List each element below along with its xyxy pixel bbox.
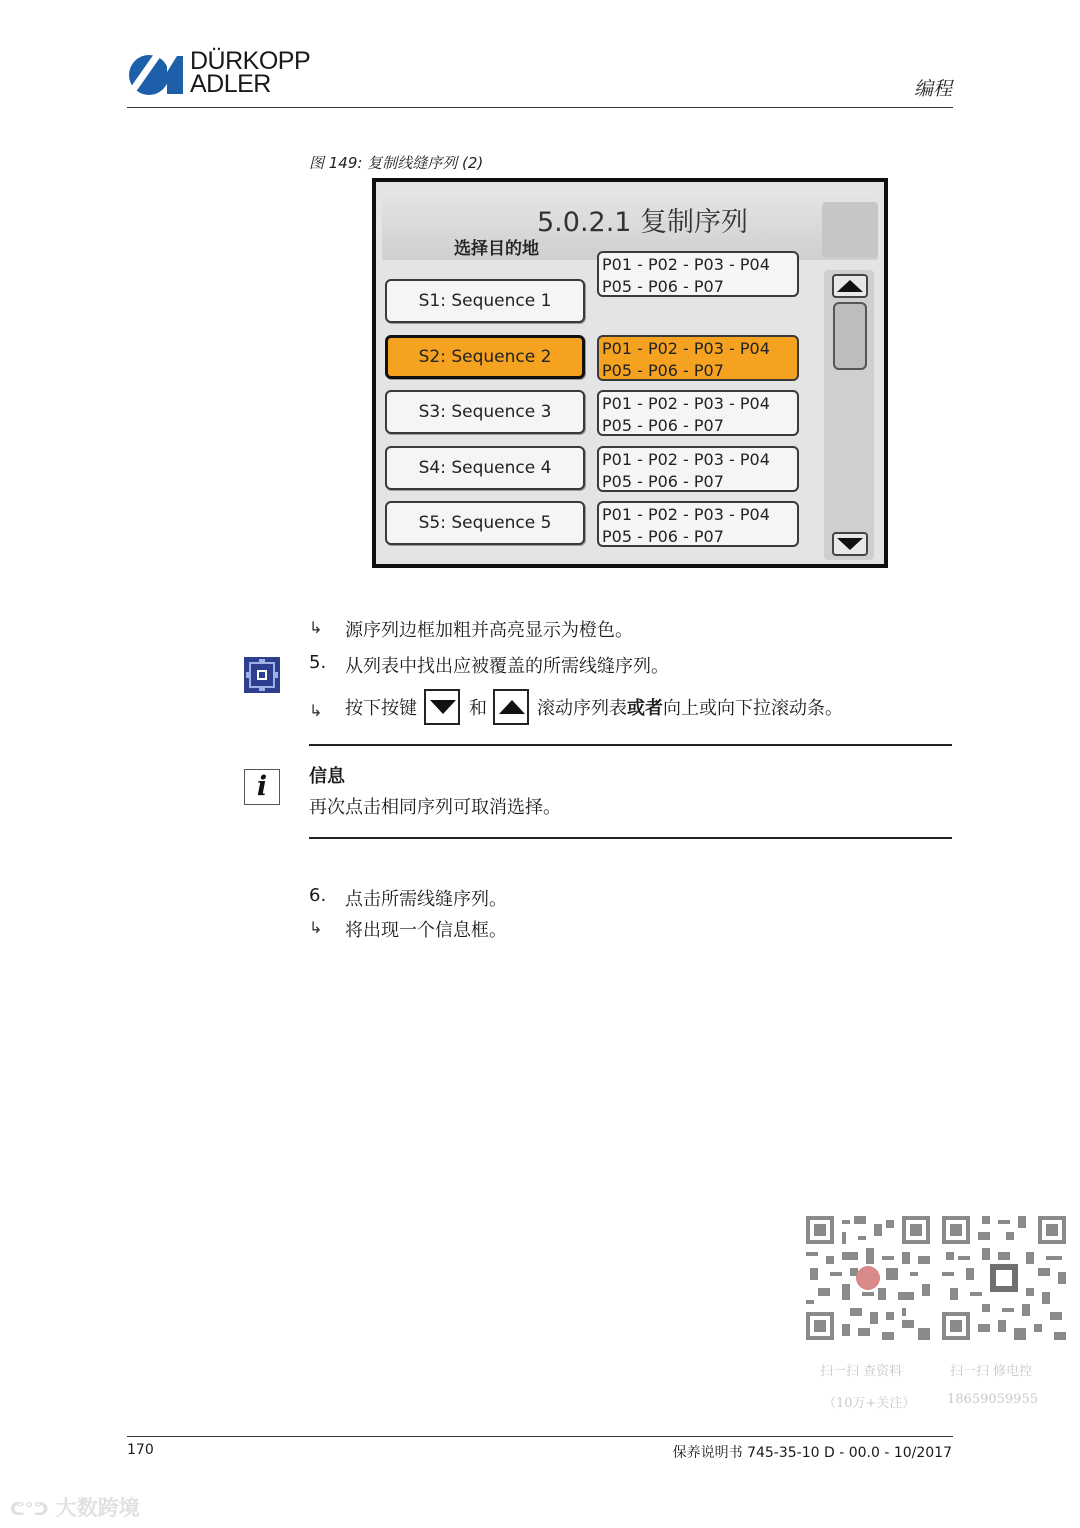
triangle-up-icon [836,279,864,293]
info-top-rule [309,744,952,746]
screen-subtitle: 选择目的地 [454,239,539,259]
pattern-line-2: P05 - P06 - P07 [602,361,724,380]
header-corner [822,202,878,258]
sequence-pattern-s3[interactable] [597,390,799,436]
result-arrow-icon: ↳ [309,918,323,937]
sequence-button-s4[interactable]: S4: Sequence 4 [385,446,585,490]
sequence-pattern-s5[interactable] [597,501,799,547]
sequence-pattern-s2[interactable] [597,335,799,381]
scrollbar-thumb[interactable] [833,302,867,370]
info-text: 再次点击相同序列可取消选择。 [309,797,561,818]
qr-code-icon [942,1216,1066,1340]
result-text-2-part2: 滚动序列表 [537,698,627,719]
figure-caption: 图 149: 复制线缝序列 (2) [309,154,484,172]
touch-screen-icon [244,657,280,693]
sequence-button-s1[interactable]: S1: Sequence 1 [385,279,585,323]
brand-line-2: ADLER [190,70,271,98]
scrollbar[interactable] [824,270,874,560]
sequence-pattern-s4[interactable] [597,446,799,492]
sequence-button-s5[interactable]: S5: Sequence 5 [385,501,585,545]
brand-line-1: DÜRKOPP [190,47,311,75]
section-title: 编程 [913,78,952,100]
key-down-icon [424,689,460,725]
pattern-line-1: P01 - P02 - P03 - P04 [602,450,770,469]
result-arrow-icon: ↳ [309,701,323,720]
qr-code-icon [806,1216,930,1340]
pattern-line-2: P05 - P06 - P07 [602,472,724,491]
screen-header [382,188,878,260]
pattern-line-2: P05 - P06 - P07 [602,527,724,546]
result-text-2-part3: 向上或向下拉滚动条。 [663,698,843,719]
document-info: 保养说明书 745-35-10 D - 00.0 - 10/2017 [672,1445,952,1461]
machine-screen [372,178,888,568]
result-text-3: 将出现一个信息框。 [345,920,507,941]
screen-title: 5.0.2.1 复制序列 [537,207,749,238]
info-icon: i [244,769,280,805]
watermark-text: 大数跨境 [55,1496,140,1520]
step-5-text: 从列表中找出应被覆盖的所需线缝序列。 [345,656,669,677]
result-text-2 [345,686,843,728]
watermark [10,1492,140,1522]
pattern-line-1: P01 - P02 - P03 - P04 [602,339,770,358]
result-text-2-part1: 按下按键 [345,698,417,719]
triangle-down-icon [836,537,864,551]
screen-body [376,182,884,564]
pattern-line-2: P05 - P06 - P07 [602,277,724,296]
pattern-line-1: P01 - P02 - P03 - P04 [602,255,770,274]
sequence-pattern-s1[interactable] [597,251,799,297]
qr-left-caption-2: （10万+关注） [823,1396,916,1411]
page-number: 170 [127,1442,154,1458]
key-up-icon [493,689,529,725]
brand-name [190,47,311,98]
info-bottom-rule [309,837,952,839]
step-6-number: 6. [309,885,327,906]
result-text-1: 源序列边框加粗并高亮显示为橙色。 [345,620,633,641]
header-rule [127,107,953,108]
result-text-2-or: 或者 [627,698,663,719]
pattern-line-2: P05 - P06 - P07 [602,416,724,435]
sequence-button-s2[interactable]: S2: Sequence 2 [385,335,585,379]
pattern-line-1: P01 - P02 - P03 - P04 [602,394,770,413]
scroll-up-button[interactable] [832,274,868,298]
step-5-number: 5. [309,652,327,673]
pattern-line-1: P01 - P02 - P03 - P04 [602,505,770,524]
result-arrow-icon: ↳ [309,618,323,637]
info-title: 信息 [309,766,345,787]
scroll-down-button[interactable] [832,532,868,556]
watermark-logo-icon: ᕦ°ᕤ [10,1499,49,1520]
sequence-button-s3[interactable]: S3: Sequence 3 [385,390,585,434]
result-text-2-and: 和 [469,698,487,719]
qr-right-caption-2: 18659059955 [947,1392,1038,1407]
step-6-text: 点击所需线缝序列。 [345,889,507,910]
footer-rule [127,1436,953,1437]
duerkopp-adler-logo-icon [127,52,185,98]
qr-right-caption-1: 扫一扫 修电控 [950,1364,1033,1379]
qr-left-caption-1: 扫一扫 查资料 [820,1364,903,1379]
